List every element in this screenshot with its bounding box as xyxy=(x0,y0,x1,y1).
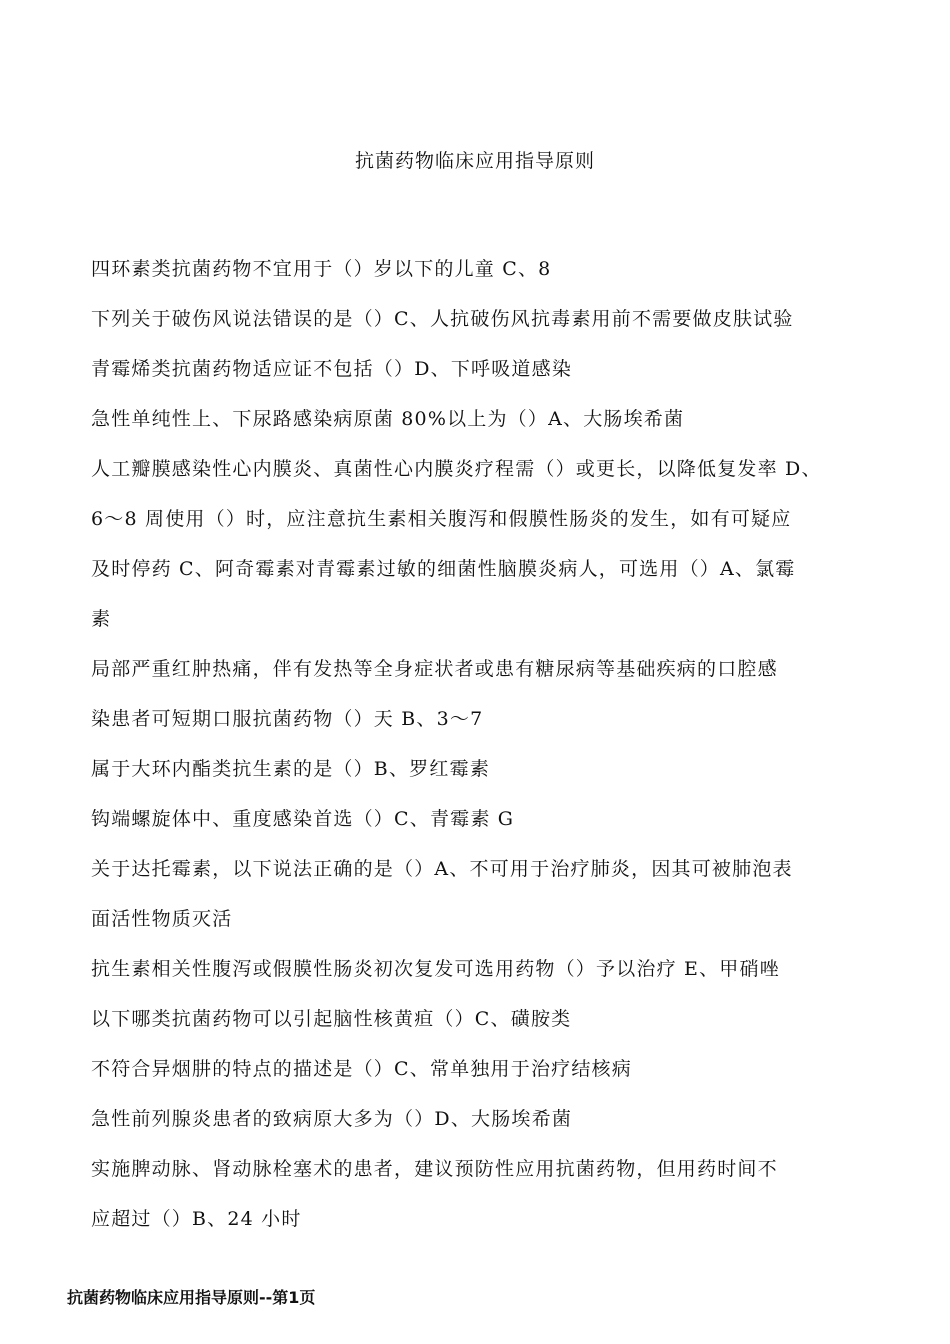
document-title: 抗菌药物临床应用指导原则 xyxy=(354,150,595,172)
text-line: 急性前列腺炎患者的致病原大多为（）D、大肠埃希菌 xyxy=(91,1108,573,1130)
text-line: 及时停药 C、阿奇霉素对青霉素过敏的细菌性脑膜炎病人，可选用（）A、氯霉 xyxy=(91,558,796,580)
page-footer: 抗菌药物临床应用指导原则--第1页 xyxy=(67,1288,316,1307)
text-line: 下列关于破伤风说法错误的是（）C、人抗破伤风抗毒素用前不需要做皮肤试验 xyxy=(91,308,794,330)
text-line: 应超过（）B、24 小时 xyxy=(91,1208,302,1230)
text-line: 面活性物质灭活 xyxy=(91,908,233,930)
text-line: 关于达托霉素，以下说法正确的是（）A、不可用于治疗肺炎，因其可被肺泡表 xyxy=(91,858,793,880)
text-line: 青霉烯类抗菌药物适应证不包括（）D、下呼吸道感染 xyxy=(91,358,573,380)
text-line: 人工瓣膜感染性心内膜炎、真菌性心内膜炎疗程需（）或更长，以降低复发率 D、 xyxy=(91,458,822,480)
text-line: 不符合异烟肼的特点的描述是（）C、常单独用于治疗结核病 xyxy=(91,1058,632,1080)
text-line: 实施脾动脉、肾动脉栓塞术的患者，建议预防性应用抗菌药物，但用药时间不 xyxy=(91,1158,778,1180)
text-line: 急性单纯性上、下尿路感染病原菌 80%以上为（）A、大肠埃希菌 xyxy=(91,408,685,430)
text-line: 局部严重红肿热痛，伴有发热等全身症状者或患有糖尿病等基础疾病的口腔感 xyxy=(91,658,778,680)
text-line: 素 xyxy=(91,608,112,630)
text-line: 染患者可短期口服抗菌药物（）天 B、3～7 xyxy=(91,708,484,730)
document-body xyxy=(91,244,863,1244)
text-line: 6～8 周使用（）时，应注意抗生素相关腹泻和假膜性肠炎的发生，如有可疑应 xyxy=(91,508,792,530)
text-line: 以下哪类抗菌药物可以引起脑性核黄疸（）C、磺胺类 xyxy=(91,1008,572,1030)
text-line: 四环素类抗菌药物不宜用于（）岁以下的儿童 C、8 xyxy=(91,258,552,280)
text-line: 钩端螺旋体中、重度感染首选（）C、青霉素 G xyxy=(91,808,515,830)
text-line: 抗生素相关性腹泻或假膜性肠炎初次复发可选用药物（）予以治疗 E、甲硝唑 xyxy=(91,958,780,980)
text-line: 属于大环内酯类抗生素的是（）B、罗红霉素 xyxy=(91,758,490,780)
